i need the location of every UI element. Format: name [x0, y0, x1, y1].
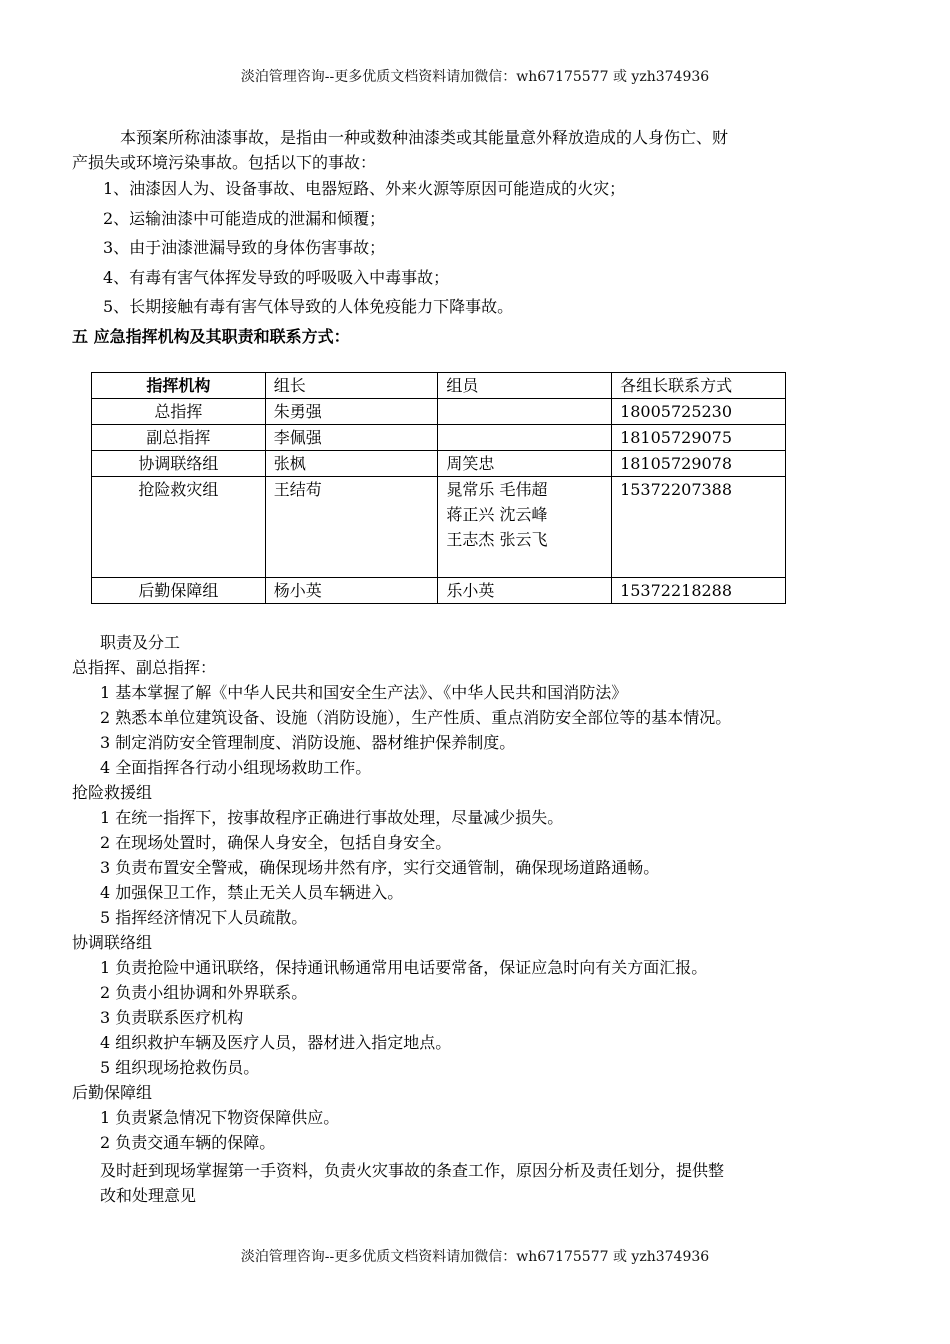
section-title: 五 应急指挥机构及其职责和联系方式： [72, 327, 350, 346]
member-line: 晁常乐 毛伟超 [446, 480, 548, 499]
accident-item-3: 3、由于油漆泄漏导致的身体伤害事故； [103, 238, 386, 257]
table-row [92, 399, 786, 425]
header-leader: 组长 [265, 373, 438, 399]
duty-item: 4 组织救护车辆及医疗人员，器材进入指定地点。 [100, 1033, 452, 1052]
table-header-row [92, 373, 786, 399]
duty-item: 2 在现场处置时，确保人身安全，包括自身安全。 [100, 833, 452, 852]
table-row [92, 477, 786, 578]
duty-item: 1 基本掌握了解《中华人民共和国安全生产法》、《中华人民共和国消防法》 [100, 683, 628, 702]
duty-item: 4 加强保卫工作，禁止无关人员车辆进入。 [100, 883, 404, 902]
duty-item: 3 负责布置安全警戒，确保现场井然有序，实行交通管制，确保现场道路通畅。 [100, 858, 660, 877]
members-cell [438, 425, 612, 451]
group-name-logistics: 后勤保障组 [72, 1083, 153, 1102]
leader-cell: 李佩强 [265, 425, 438, 451]
header-phone: 各组长联系方式 [612, 373, 786, 399]
org-cell: 协调联络组 [92, 451, 266, 477]
accident-item-1: 1、油漆因人为、设备事故、电器短路、外来火源等原因可能造成的火灾； [103, 179, 626, 198]
accident-item-2: 2、运输油漆中可能造成的泄漏和倾覆； [103, 209, 386, 228]
header-members: 组员 [438, 373, 612, 399]
duty-item: 2 负责交通车辆的保障。 [100, 1133, 276, 1152]
leader-cell: 王结苟 [265, 477, 438, 578]
group-name-liaison: 协调联络组 [72, 933, 153, 952]
phone-cell: 15372207388 [612, 477, 786, 578]
closing-line-2: 改和处理意见 [100, 1186, 197, 1205]
member-line: 王志杰 张云飞 [446, 530, 548, 549]
group-name-command: 总指挥、副总指挥： [72, 658, 217, 677]
duty-item: 1 在统一指挥下，按事故程序正确进行事故处理，尽量减少损失。 [100, 808, 564, 827]
duty-item: 2 负责小组协调和外界联系。 [100, 983, 308, 1002]
org-cell: 抢险救灾组 [92, 477, 266, 578]
table-row [92, 451, 786, 477]
command-structure-table [91, 372, 786, 604]
page-header: 淡泊管理咨询--更多优质文档资料请加微信：wh67175577 或 yzh374936 [240, 69, 710, 85]
closing-line-1: 及时赶到现场掌握第一手资料，负责火灾事故的条查工作，原因分析及责任划分，提供整 [100, 1161, 725, 1180]
duty-item: 3 制定消防安全管理制度、消防设施、器材维护保养制度。 [100, 733, 516, 752]
phone-cell: 15372218288 [612, 578, 786, 604]
duty-item: 3 负责联系医疗机构 [100, 1008, 244, 1027]
members-cell: 周笑忠 [438, 451, 612, 477]
accident-item-5: 5、长期接触有毒有害气体导致的人体免疫能力下降事故。 [103, 297, 514, 316]
org-cell: 总指挥 [92, 399, 266, 425]
intro-paragraph-line-1: 本预案所称油漆事故，是指由一种或数种油漆类或其能量意外释放造成的人身伤亡、财 [120, 128, 729, 147]
duty-item: 1 负责紧急情况下物资保障供应。 [100, 1108, 340, 1127]
org-cell: 副总指挥 [92, 425, 266, 451]
duty-item: 2 熟悉本单位建筑设备、设施（消防设施），生产性质、重点消防安全部位等的基本情况。 [100, 708, 732, 727]
group-name-rescue: 抢险救援组 [72, 783, 153, 802]
duty-item: 1 负责抢险中通讯联络，保持通讯畅通常用电话要常备，保证应急时向有关方面汇报。 [100, 958, 708, 977]
leader-cell: 张枫 [265, 451, 438, 477]
member-line: 蒋正兴 沈云峰 [446, 505, 548, 524]
org-cell: 后勤保障组 [92, 578, 266, 604]
table-row [92, 578, 786, 604]
phone-cell: 18105729075 [612, 425, 786, 451]
duty-item: 5 组织现场抢救伤员。 [100, 1058, 260, 1077]
leader-cell: 朱勇强 [265, 399, 438, 425]
intro-paragraph-line-2: 产损失或环境污染事故。包括以下的事故： [72, 153, 377, 172]
duty-item: 4 全面指挥各行动小组现场救助工作。 [100, 758, 372, 777]
table-row [92, 425, 786, 451]
header-org: 指挥机构 [92, 373, 266, 399]
members-cell: 乐小英 [438, 578, 612, 604]
members-cell [438, 399, 612, 425]
members-cell [438, 477, 612, 578]
phone-cell: 18005725230 [612, 399, 786, 425]
page-footer: 淡泊管理咨询--更多优质文档资料请加微信：wh67175577 或 yzh374936 [240, 1249, 710, 1265]
duties-title: 职责及分工 [100, 633, 181, 652]
phone-cell: 18105729078 [612, 451, 786, 477]
leader-cell: 杨小英 [265, 578, 438, 604]
accident-item-4: 4、有毒有害气体挥发导致的呼吸吸入中毒事故； [103, 268, 450, 287]
duty-item: 5 指挥经济情况下人员疏散。 [100, 908, 308, 927]
